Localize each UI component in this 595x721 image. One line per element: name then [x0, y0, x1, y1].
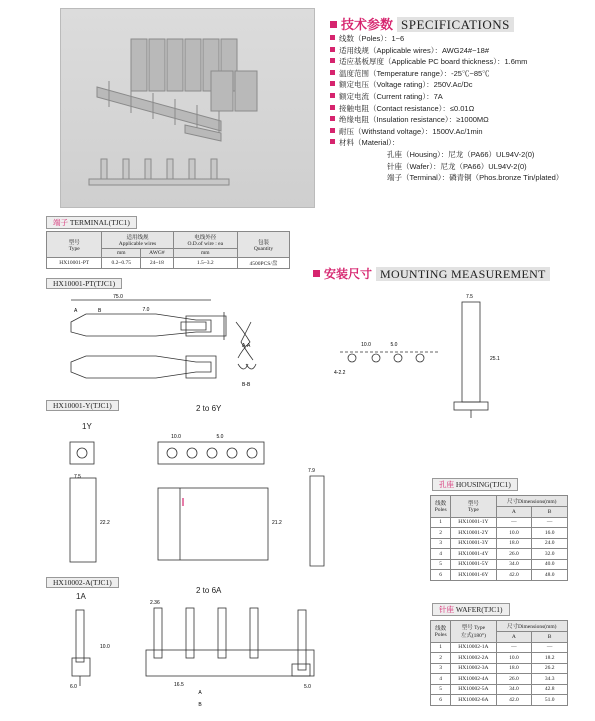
spec-item: 适用线规（Applicable wires）：AWG24#~18# [330, 45, 563, 57]
table-row: 1 HX10002-1A — — [431, 642, 568, 653]
svg-text:6.0: 6.0 [70, 684, 77, 690]
specs-list [330, 33, 563, 184]
table-row: 4 HX10001-4Y 26.0 32.0 [431, 549, 568, 560]
bullet-icon [330, 70, 335, 75]
svg-text:5.0: 5.0 [304, 684, 311, 690]
svg-text:7.9: 7.9 [308, 468, 315, 474]
bullet-icon [330, 128, 335, 133]
table-row: 2 HX10001-2Y 10.0 16.0 [431, 528, 568, 539]
housing-drawing [60, 420, 340, 580]
svg-text:7.5: 7.5 [466, 294, 473, 300]
table-row: 3 HX10001-3Y 18.0 24.0 [431, 538, 568, 549]
svg-text:B-B: B-B [242, 382, 251, 388]
svg-text:75.0: 75.0 [113, 294, 123, 300]
material-item: 孔座（Housing）：尼龙（PA66）UL94V-2(0) [387, 149, 535, 159]
table-row: HX10001-PT 0.2~0.75 24~18 1.5~3.2 4500PCS/盘 [47, 258, 290, 269]
svg-text:22.2: 22.2 [100, 520, 110, 526]
svg-text:B: B [198, 702, 202, 708]
svg-text:21.2: 21.2 [272, 520, 282, 526]
svg-text:B: B [98, 308, 102, 314]
specs-title [330, 14, 514, 33]
terminal-tag: 端子 TERMINAL(TJC1) [46, 216, 137, 229]
svg-text:2.36: 2.36 [150, 600, 160, 606]
svg-text:10.0: 10.0 [100, 644, 110, 650]
table-row: 1 HX10001-1Y — — [431, 517, 568, 528]
material-item: 端子（Terminal）：磷青铜（Phos.bronze Tin/plated） [387, 173, 564, 183]
y-tag: HX10001-Y(TJC1) [46, 400, 119, 411]
terminal-table: 型号 Type 适用线规 Applicable wires 电线外径 O.D.of wire : ea 包装 Quantity mm AWG# mm HX10001-PT 0.2~0.75 24~18 1.5~3.2 4500PCS/盘 [46, 231, 290, 269]
th-type: 型号 Type [47, 232, 102, 258]
pt-tag: HX10001-PT(TJC1) [46, 278, 122, 289]
table-row: 5 HX10001-5Y 34.0 40.0 [431, 559, 568, 570]
svg-text:A: A [198, 690, 202, 696]
a-1-label: 1A [76, 592, 86, 601]
table-row: 6 HX10002-6A 42.0 51.0 [431, 695, 568, 706]
housing-table: 线数 Poles 型号 Type 尺寸Dimensions(mm) A B 1 HX10001-1Y — — 2 HX10001-2Y 10.0 16.0 3 HX10001-3Y 18.0 24.0 4 HX10001-4Y 26.0 32.0 5 HX10001-5Y 34.0 40.0 6 HX10001-6Y 42.0 48.0 [430, 495, 568, 581]
spec-item: 温度范围（Temperature range）：-25℃~85℃ [330, 68, 563, 80]
spec-item: 额定电压（Voltage rating）：250V.Ac/Dc [330, 79, 563, 91]
bullet-icon [330, 81, 335, 86]
material-item: 针座（Wafer）：尼龙（PA66）UL94V-2(0) [387, 161, 527, 171]
spec-item: 线数（Poles）：1~6 [330, 33, 563, 45]
wafer-tag: 针座 WAFER(TJC1) [432, 603, 510, 616]
bullet-icon [330, 47, 335, 52]
mounting-drawing [330, 290, 580, 420]
bullet-square-icon [330, 21, 337, 28]
specs-title-en: SPECIFICATIONS [397, 17, 514, 32]
a-tag: HX10002-A(TJC1) [46, 577, 119, 588]
spec-item: 接触电阻（Contact resistance）：≤0.01Ω [330, 103, 563, 115]
connector-illustration [61, 9, 316, 209]
bullet-icon [330, 93, 335, 98]
svg-text:7.5: 7.5 [74, 474, 81, 480]
th-od: 电线外径 O.D.of wire : ea [173, 232, 237, 249]
wafer-drawing [60, 600, 340, 718]
spec-item: 适应基板厚度（Applicable PC board thickness）：1.6mm [330, 56, 563, 68]
table-row: 4 HX10002-4A 26.0 34.3 [431, 674, 568, 685]
spec-item: 材料（Material）： [330, 137, 563, 149]
specs-title-zh: 技术参数 [341, 17, 394, 32]
bullet-icon [330, 35, 335, 40]
th-qty: 包装 Quantity [237, 232, 289, 258]
bullet-icon [330, 105, 335, 110]
wafer-table: 线数 Poles 型号 Type 左式(180°) 尺寸Dimensions(mm) A B 1 HX10002-1A — — 2 HX10002-2A 10.0 18.2 3 HX10002-3A 18.0 26.2 4 HX10002-4A 26.0 34.3 5 HX10002-5A 34.0 42.8 6 HX10002-6A 42.0 51.0 [430, 620, 568, 706]
table-row: 3 HX10002-3A 18.0 26.2 [431, 663, 568, 674]
svg-text:25.1: 25.1 [490, 356, 500, 362]
spec-item: 额定电流（Current rating）：7A [330, 91, 563, 103]
terminal-drawing [46, 292, 276, 392]
mounting-title: 安装尺寸 MOUNTING MEASUREMENT [313, 265, 550, 282]
spec-item: 耐压（Withstand voltage）：1500V.Ac/1min [330, 126, 563, 138]
housing-tag: 孔座 HOUSING(TJC1) [432, 478, 518, 491]
svg-text:7.0: 7.0 [142, 307, 150, 313]
svg-text:16.5: 16.5 [174, 682, 184, 688]
svg-text:10.0: 10.0 [171, 434, 181, 440]
terminals [89, 159, 229, 185]
bullet-icon [330, 116, 335, 121]
svg-text:5.0: 5.0 [390, 342, 398, 348]
table-row: 5 HX10002-5A 34.0 42.8 [431, 684, 568, 695]
svg-text:A-A: A-A [242, 343, 251, 349]
spec-item: 绝缘电阻（Insulation resistance）：≥1000MΩ [330, 114, 563, 126]
table-row: 2 HX10002-2A 10.0 18.2 [431, 653, 568, 664]
svg-text:4-2.2: 4-2.2 [334, 370, 346, 376]
bullet-icon [330, 58, 335, 63]
y-1-label: 1Y [82, 422, 92, 431]
svg-text:10.0: 10.0 [361, 342, 371, 348]
bullet-square-icon [313, 270, 320, 277]
product-photo [60, 8, 315, 208]
table-row: 6 HX10001-6Y 42.0 48.0 [431, 570, 568, 581]
th-wire: 适用线规 Applicable wires [102, 232, 173, 249]
y-range-label: 2 to 6Y [196, 404, 222, 413]
a-range-label: 2 to 6A [196, 586, 222, 595]
bullet-icon [330, 139, 335, 144]
svg-text:5.0: 5.0 [216, 434, 224, 440]
svg-text:A: A [74, 308, 78, 314]
